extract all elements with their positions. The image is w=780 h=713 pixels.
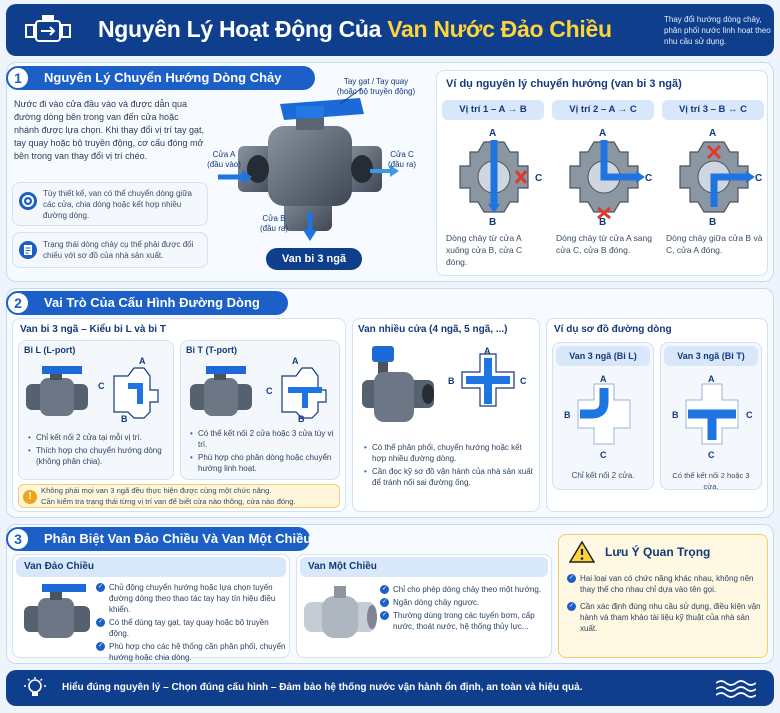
position-2-desc: Dòng chảy từ cửa A sang cửa C, cửa B đóng. <box>556 233 652 255</box>
s2-multiport-title: Van nhiều cửa (4 ngã, 5 ngã, ...) <box>358 324 508 335</box>
position-2-label: Vị trí 2 – A → C <box>552 100 654 120</box>
section-2-title: Vai Trò Của Cấu Hình Đường Dòng <box>10 291 288 315</box>
lightbulb-icon <box>24 677 46 699</box>
l-port-list: • Chỉ kết nối 2 cửa tại mỗi vị trí. • Thích hợp cho chuyển hướng dòng (không phân chia). <box>26 432 172 469</box>
check-valve-image <box>302 580 378 642</box>
valve-logo-icon <box>24 13 72 47</box>
svg-text:B: B <box>489 217 497 226</box>
svg-text:A: A <box>600 374 607 384</box>
svg-text:B: B <box>448 376 455 386</box>
important-note-card <box>558 534 768 658</box>
svg-text:C: C <box>266 386 273 396</box>
svg-text:A: A <box>599 128 607 139</box>
s1-example-title: Ví dụ nguyên lý chuyển hướng (van bi 3 ngã) <box>446 78 682 90</box>
port-b-label: Cửa B (đầu ra) <box>259 214 288 233</box>
reversing-valve-title: Van Đảo Chiều <box>16 557 286 577</box>
port-a-label: Cửa A (đầu vào) <box>207 150 241 169</box>
warning-icon: ! <box>23 490 37 504</box>
diagram-l-title: Van 3 ngã (Bi L) <box>556 346 650 366</box>
water-wave-icon <box>716 678 756 698</box>
s1-intro-text: Nước đi vào cửa đầu vào và được dẫn qua đường dòng bên trong van đến cửa hoặc nhánh được lựa chọn. Khi thay đổi vị trí tay gạt, tay quay hoặc bộ truyền động, cơ cấu đóng mở bên trong van thay đổi vị trí chéo. <box>14 99 205 161</box>
diagram-t-title: Van 3 ngã (Bi T) <box>664 346 758 366</box>
document-icon <box>18 240 38 260</box>
s1-note-2: Trạng thái dòng chảy cụ thể phải được đối chiếu với sơ đồ của nhà sản xuất. <box>12 232 208 268</box>
section-1-title: Nguyên Lý Chuyển Hướng Dòng Chảy <box>10 66 315 90</box>
svg-text:C: C <box>98 381 105 391</box>
svg-text:C: C <box>600 450 607 460</box>
t-port-title: Bi T (T-port) <box>186 345 237 355</box>
page-subtitle: Thay đổi hướng dòng chảy, phân phối nước linh hoạt theo nhu cầu sử dụng. <box>664 15 771 46</box>
s2-diagram-title: Ví dụ sơ đồ đường dòng <box>554 324 672 335</box>
multiport-list: • Có thể phân phối, chuyển hướng hoặc kết hợp nhiều đường dòng. • Cần đọc kỹ sơ đồ vận hành của nhà sản xuất để tránh nối sai đường ống. <box>362 442 534 490</box>
position-1-label: Vị trí 1 – A → B <box>442 100 544 120</box>
svg-text:A: A <box>484 346 491 356</box>
l-port-title: Bi L (L-port) <box>24 345 76 355</box>
footer-banner <box>6 670 774 706</box>
svg-text:A: A <box>139 356 146 366</box>
diagram-l-desc: Chỉ kết nối 2 cửa. <box>571 471 635 480</box>
t-port-flow-diagram <box>262 354 338 424</box>
warning-note: ! Không phải mọi van 3 ngã đều thực hiện được cùng một chức năng. Cần kiểm tra trạng thái từng vị trí van để biết cửa nào thông, cửa nào đóng. <box>18 484 340 508</box>
important-note-list: ✓ Hai loại van có chức năng khác nhau, không nên thay thế cho nhau chỉ dựa vào tên gọi. ✓ Cần xác định đúng nhu cầu sử dụng, điều kiện vận hành và tham khảo tài liệu kỹ thuật của nhà sản xuất. <box>567 573 763 636</box>
multiport-valve-image <box>358 340 438 430</box>
svg-text:B: B <box>298 414 305 424</box>
position-2-flow-diagram <box>554 126 654 226</box>
position-3-flow-diagram <box>664 126 764 226</box>
position-1-desc: Dòng chảy từ cửa A xuống cửa B, cửa C đóng. <box>446 233 523 267</box>
warning-triangle-icon <box>569 541 595 563</box>
svg-text:C: C <box>520 376 527 386</box>
check-valve-title: Van Một Chiều <box>300 557 548 577</box>
position-3-label: Vị trí 3 – B ↔ C <box>662 100 764 120</box>
t-port-list: • Có thể kết nối 2 cửa hoặc 3 cửa tùy vị trí. • Phù hợp cho phân dòng hoặc chuyển hướng linh hoạt. <box>188 428 336 476</box>
valve-caption: Van bi 3 ngã <box>266 248 362 270</box>
handle-label: Tay gạt / Tay quay (hoặc bộ truyền động) <box>336 77 416 96</box>
svg-text:C: C <box>708 450 715 460</box>
l-port-valve-image <box>22 360 92 420</box>
svg-text:B: B <box>672 410 679 420</box>
l-port-flow-diagram <box>94 354 170 424</box>
section-2-number: 2 <box>6 291 30 315</box>
gear-icon <box>18 191 38 211</box>
header-banner <box>6 4 774 56</box>
port-c-label: Cửa C (đầu ra) <box>387 150 416 169</box>
section-3-number: 3 <box>6 527 30 551</box>
footer-text: Hiểu đúng nguyên lý – Chọn đúng cấu hình – Đảm bảo hệ thống nước vận hành ổn định, an toàn và hiệu quả. <box>62 682 583 693</box>
diagram-l-port <box>560 372 648 460</box>
svg-text:A: A <box>292 356 299 366</box>
section-3-title: Phân Biệt Van Đảo Chiều Và Van Một Chiều <box>10 527 310 551</box>
svg-text:C: C <box>645 173 653 184</box>
s2-ball-types-title: Van bi 3 ngã – Kiểu bi L và bi T <box>20 324 166 335</box>
svg-text:A: A <box>709 128 717 139</box>
svg-text:C: C <box>746 410 753 420</box>
section-1-number: 1 <box>6 66 30 90</box>
s1-note-1: Tùy thiết kế, van có thể chuyển dòng giữa các cửa, chia dòng hoặc kết hợp nhiều đường dòng. <box>12 182 208 226</box>
svg-text:B: B <box>709 217 717 226</box>
position-1-flow-diagram <box>444 126 544 226</box>
svg-text:A: A <box>708 374 715 384</box>
svg-text:A: A <box>489 128 497 139</box>
reversing-valve-list: ✓ Chủ động chuyển hướng hoặc lựa chọn tuyến đường dòng theo thao tác tay hay tín hiệu điều khiển. ✓ Có thể dùng tay gạt, tay quay hoặc bộ truyền động. ✓ Phù hợp cho các hệ thống cần phân phối, chuyển hướng hoặc chia dòng. <box>96 582 286 665</box>
svg-text:B: B <box>599 217 607 226</box>
position-3-desc: Dòng chảy giữa cửa B và C, cửa A đóng. <box>666 233 763 255</box>
svg-text:C: C <box>755 173 763 184</box>
reversing-valve-image <box>20 580 94 642</box>
diagram-t-port <box>668 372 756 460</box>
page-title: Nguyên Lý Hoạt Động Của Van Nước Đảo Chiều <box>98 16 612 42</box>
check-valve-list: ✓ Chỉ cho phép dòng chảy theo một hướng. ✓ Ngăn dòng chảy ngược. ✓ Thường dùng trong các tuyến bơm, cấp nước, thoát nước, hệ thống thủy lực... <box>380 584 548 634</box>
important-note-title: Lưu Ý Quan Trọng <box>605 545 711 559</box>
svg-text:B: B <box>564 410 571 420</box>
four-way-flow-diagram <box>442 346 534 430</box>
svg-text:B: B <box>121 414 128 424</box>
t-port-valve-image <box>186 360 256 420</box>
svg-text:C: C <box>535 173 543 184</box>
diagram-t-desc: Có thể kết nối 2 hoặc 3 cửa. <box>672 471 750 491</box>
